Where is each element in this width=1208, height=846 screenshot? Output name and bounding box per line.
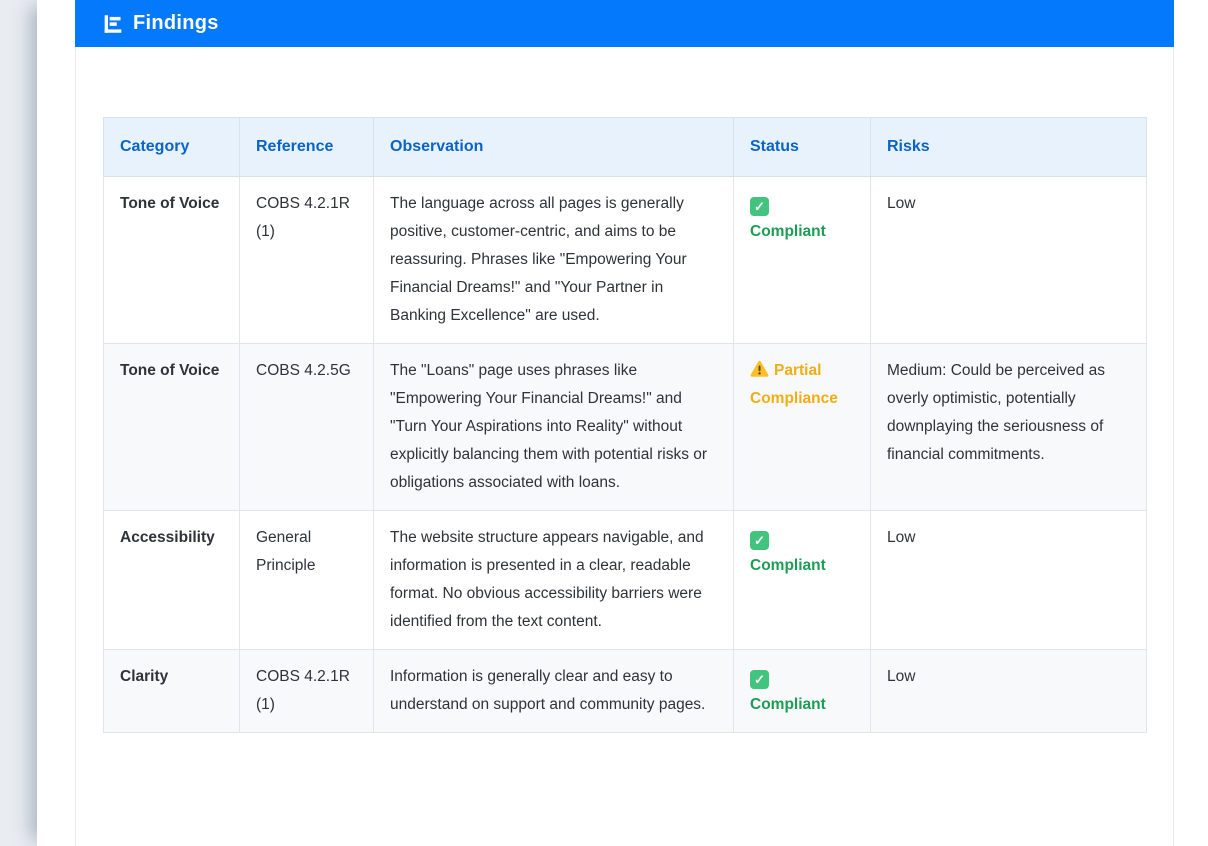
status-cell [734, 177, 871, 344]
status-label: Compliant [750, 557, 826, 574]
content-panel [37, 0, 1208, 846]
category-cell: Clarity [104, 650, 240, 733]
risks-cell: Low [871, 511, 1147, 650]
observation-cell: The website structure appears navigable, and information is presented in a clear, readable format. No obvious accessibility barriers were identified from the text content. [374, 511, 734, 650]
status-badge [750, 190, 848, 246]
reference-cell: General Principle [240, 511, 374, 650]
table-row [104, 344, 1147, 511]
table-body [104, 177, 1147, 733]
status-badge [750, 663, 848, 719]
category-cell: Accessibility [104, 511, 240, 650]
bar-chart-icon [103, 14, 123, 34]
observation-cell: The "Loans" page uses phrases like "Empowering Your Financial Dreams!" and "Turn Your Aspirations into Reality" without explicitly balancing them with potential risks or obligations associated with loans. [374, 344, 734, 511]
check-icon [750, 531, 769, 550]
table-row [104, 511, 1147, 650]
reference-cell: COBS 4.2.1R (1) [240, 177, 374, 344]
observation-cell: The language across all pages is generally positive, customer-centric, and aims to be reassuring. Phrases like "Empowering Your Financial Dreams!" and "Your Partner in Banking Excellence" are used. [374, 177, 734, 344]
reference-cell: COBS 4.2.5G [240, 344, 374, 511]
status-cell [734, 344, 871, 511]
observation-cell: Information is generally clear and easy to understand on support and community pages. [374, 650, 734, 733]
column-header-reference: Reference [240, 118, 374, 177]
table-row [104, 650, 1147, 733]
column-header-observation: Observation [374, 118, 734, 177]
reference-cell: COBS 4.2.1R (1) [240, 650, 374, 733]
category-cell: Tone of Voice [104, 344, 240, 511]
status-label: Compliant [750, 696, 826, 713]
risks-cell: Medium: Could be perceived as overly optimistic, potentially downplaying the seriousness of financial commitments. [871, 344, 1147, 511]
page-title: Findings [133, 12, 219, 34]
table-row [104, 177, 1147, 344]
findings-section [75, 0, 1174, 846]
status-label: Compliant [750, 223, 826, 240]
column-header-risks: Risks [871, 118, 1147, 177]
status-label: Partial Compliance [750, 362, 838, 407]
risks-cell: Low [871, 177, 1147, 344]
table-header-row [104, 118, 1147, 177]
findings-table [103, 117, 1147, 733]
status-cell [734, 511, 871, 650]
column-header-status: Status [734, 118, 871, 177]
status-cell [734, 650, 871, 733]
check-icon [750, 197, 769, 216]
status-badge [750, 357, 848, 413]
warning-icon [750, 359, 769, 378]
status-badge [750, 524, 848, 580]
column-header-category: Category [104, 118, 240, 177]
risks-cell: Low [871, 650, 1147, 733]
findings-header [75, 0, 1174, 47]
check-icon [750, 670, 769, 689]
findings-body [75, 47, 1174, 846]
category-cell: Tone of Voice [104, 177, 240, 344]
